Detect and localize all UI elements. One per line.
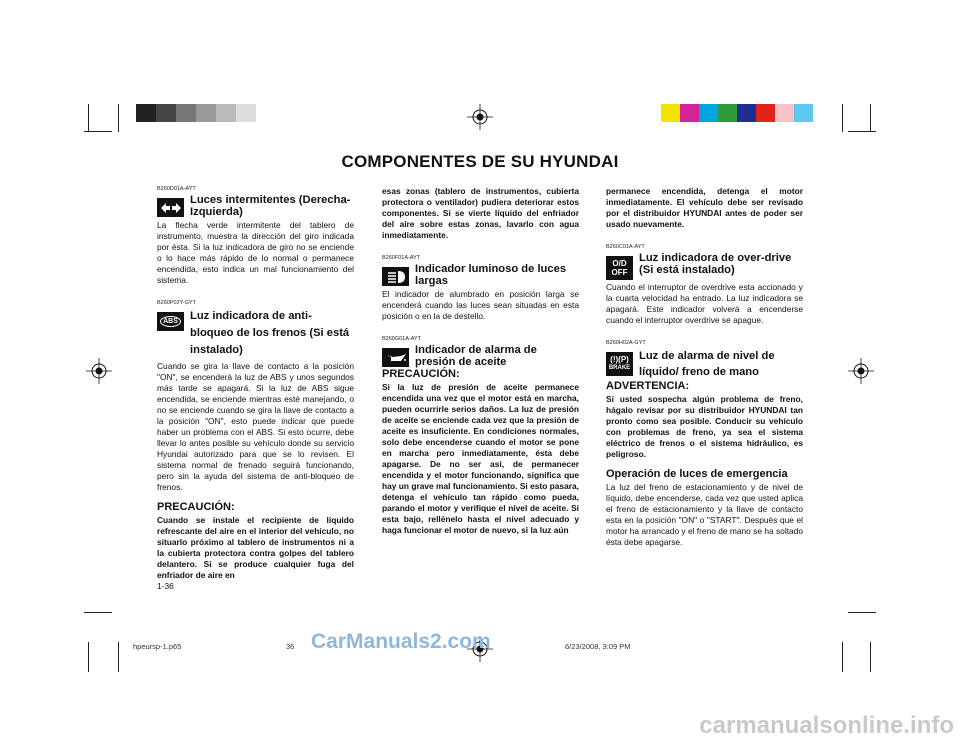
crop-mark	[848, 131, 876, 132]
crop-mark	[870, 642, 871, 672]
color-swatch	[794, 104, 813, 122]
color-swatch	[737, 104, 756, 122]
brake-icon-label: BRAKE	[608, 365, 631, 371]
overdrive-off-icon	[606, 256, 633, 280]
crop-mark	[870, 104, 871, 132]
color-swatch	[680, 104, 699, 122]
section-body: Cuando el interruptor de overdrive esta accionado y la cuarta velocidad ha entrado. La luz indicadora se apagará. Este indicador volverá a encenderse cuando el interruptor overdrive se apague.	[606, 282, 803, 325]
gray-swatch	[176, 104, 196, 122]
gray-swatch	[196, 104, 216, 122]
off-icon-label: OFF	[611, 268, 628, 277]
warning-heading: ADVERTENCIA:	[606, 380, 690, 392]
oil-can-icon	[382, 348, 409, 367]
section-header	[157, 194, 354, 218]
color-swatch	[718, 104, 737, 122]
gray-swatch	[156, 104, 176, 122]
crop-mark	[842, 104, 843, 132]
registration-target-icon	[86, 358, 112, 384]
crop-mark	[118, 104, 119, 132]
section-code: B260C01A-AYT	[606, 244, 645, 250]
crop-mark	[848, 612, 876, 613]
section-code: B260P02Y-GYT	[157, 300, 196, 306]
crop-mark	[118, 642, 119, 672]
brake-circles-icon: (!)(P)	[610, 355, 629, 364]
section-title: Luz de alarma de nivel de líquido/ freno de mano	[639, 350, 775, 378]
watermark-text: carmanualsonline.info	[699, 712, 954, 739]
section-header	[157, 308, 354, 359]
section-title: Luz indicadora de over-drive (Si está instalado)	[639, 252, 792, 276]
section-code: B260G01A-AYT	[382, 336, 422, 342]
gray-swatch	[216, 104, 236, 122]
brake-warning-icon	[606, 352, 633, 376]
continued-text: permanece encendida, detenga el motor inmediatamente. El vehículo debe ser revisado por el distribuidor HYUNDAI antes de poder ser usado nuevamente.	[606, 186, 803, 229]
section-header	[382, 344, 579, 368]
color-calibration-bar	[661, 104, 813, 122]
caution-body: Cuando se instale el recipiente de líquido refrescante del aire en el interior del vehículo, no situarlo próximo al tablero de instrumentos ni a la cubierta protectora contra golpes del tablero delantero. Si se produce cualquier fuga del enfriador de aire en	[157, 515, 354, 580]
caution-heading: PRECAUCIÓN:	[382, 368, 460, 380]
section-title: Luces intermitentes (Derecha-Izquierda)	[190, 194, 351, 218]
column-left	[157, 186, 354, 592]
column-right	[606, 186, 803, 548]
color-swatch	[775, 104, 794, 122]
registration-target-icon	[848, 358, 874, 384]
high-beam-icon	[382, 267, 409, 286]
crop-mark	[84, 612, 112, 613]
watermark-link[interactable]: CarManuals2.com	[311, 630, 491, 653]
od-icon-label: O/D	[612, 259, 627, 268]
section-header	[606, 348, 803, 380]
section-title: Indicador de alarma de presión de aceite	[415, 344, 537, 368]
section-body: La luz del freno de estacionamiento y de nivel de líquido, debe encenderse, cada vez que usted aplica el freno de estacionamiento y la llave de contacto esta en la posición "ON" o "START". Después que el motor ha arrancado y el freno de mano se ha soltado ésta debe apagarse.	[606, 482, 803, 547]
section-code: B260F01A-AYT	[382, 255, 421, 261]
section-code: B260H02A-GYT	[606, 340, 646, 346]
section-header	[382, 263, 579, 287]
crop-mark	[88, 642, 89, 672]
section-subheading: Operación de luces de emergencia	[606, 468, 788, 480]
crop-mark	[842, 642, 843, 672]
gray-calibration-bar	[136, 104, 256, 122]
warning-body: Si usted sospecha algún problema de freno, hágalo revisar por su distribuidor HYUNDAI tan pronto como sea posible. Conducir su vehículo con problemas de freno, ya sea el sistema eléctrico de frenos o el sistema hidráulico, es peligroso.	[606, 394, 803, 459]
footer-filename: hpeursp-1.p65	[133, 642, 182, 651]
gray-swatch	[236, 104, 256, 122]
column-middle	[382, 186, 579, 536]
continued-text: esas zonas (tablero de instrumentos, cubierta protectora o ventilador) pudiera deteriorar estos componentes. Si se vierte líquido del enfriador del aire sobre estas zonas, lavarlo con agua inmediatamente.	[382, 186, 579, 240]
footer-page: 36	[286, 642, 295, 651]
turn-signal-arrows-icon	[157, 198, 184, 217]
registration-target-icon	[467, 104, 493, 130]
page-number: 1-36	[157, 581, 174, 591]
section-body: Cuando se gira la llave de contacto a la posición "ON", se encenderá la luz de ABS y unos segundos más tarde se apagará. Si la luz de ABS sigue encendida, se enciende mientras esté manejando, o no se enciende cuando se gira la llave de contacto a la posición "ON", esto puede indicar que puede haber un problema con el ABS. Si esto ocurre, debe llevar lo antes posible su vehículo donde su servicio Hyundai autorizado para que se lo revisen. El sistema normal de frenado seguirá funcionando, pero sin la ayuda del sistema de anti-bloqueo de frenos.	[157, 361, 354, 492]
caution-heading: PRECAUCIÓN:	[157, 501, 235, 513]
section-code: B260D01A-AYT	[157, 186, 196, 192]
section-title: Indicador luminoso de luces largas	[415, 263, 567, 287]
abs-icon-label: ABS	[160, 316, 181, 327]
crop-mark	[88, 104, 89, 132]
crop-mark	[84, 131, 112, 132]
section-header	[606, 252, 803, 280]
page-title: COMPONENTES DE SU HYUNDAI	[341, 152, 619, 171]
color-swatch	[661, 104, 680, 122]
gray-swatch	[136, 104, 156, 122]
section-body: La flecha verde intermitente del tablero de instrumento, muestra la dirección del giro indicada por ésta. Si la luz indicadora de giro no se enciende o lo hace más rápido de lo normal o permanece encendida, esto indica un mal funcionamiento del sistema.	[157, 220, 354, 285]
abs-warning-icon	[157, 312, 184, 331]
color-swatch	[756, 104, 775, 122]
section-title: Luz indicadora de anti- bloqueo de los frenos (Si está instalado)	[190, 310, 350, 356]
caution-body: Si la luz de presión de aceite permanece encendida una vez que el motor está en marcha, pueden ocurrirle serios daños. La luz de presión de aceite se enciende cada vez que la presión de aceite es insuficiente. En condiciones normales, solo debe encenderse cuando el motor se pone en marcha pero inmediatamente, ésta debe apagarse. De no ser así, de permanecer encendida y el motor funcionando, significa que hay un grave mal funcionamiento. Si esto pasara, detenga el vehículo tan rápido como pueda, parando el motor y verifique el nivel de aceite. Si esta bajo, rellénelo hasta el nivel adecuado y haga funcionar el motor de nuevo, si la luz aún	[382, 382, 579, 535]
footer-datetime: 6/23/2008, 3:09 PM	[565, 642, 631, 651]
section-body: El indicador de alumbrado en posición larga se encenderá cuando las luces sean situadas en esta posición o en la de destello.	[382, 289, 579, 321]
color-swatch	[699, 104, 718, 122]
